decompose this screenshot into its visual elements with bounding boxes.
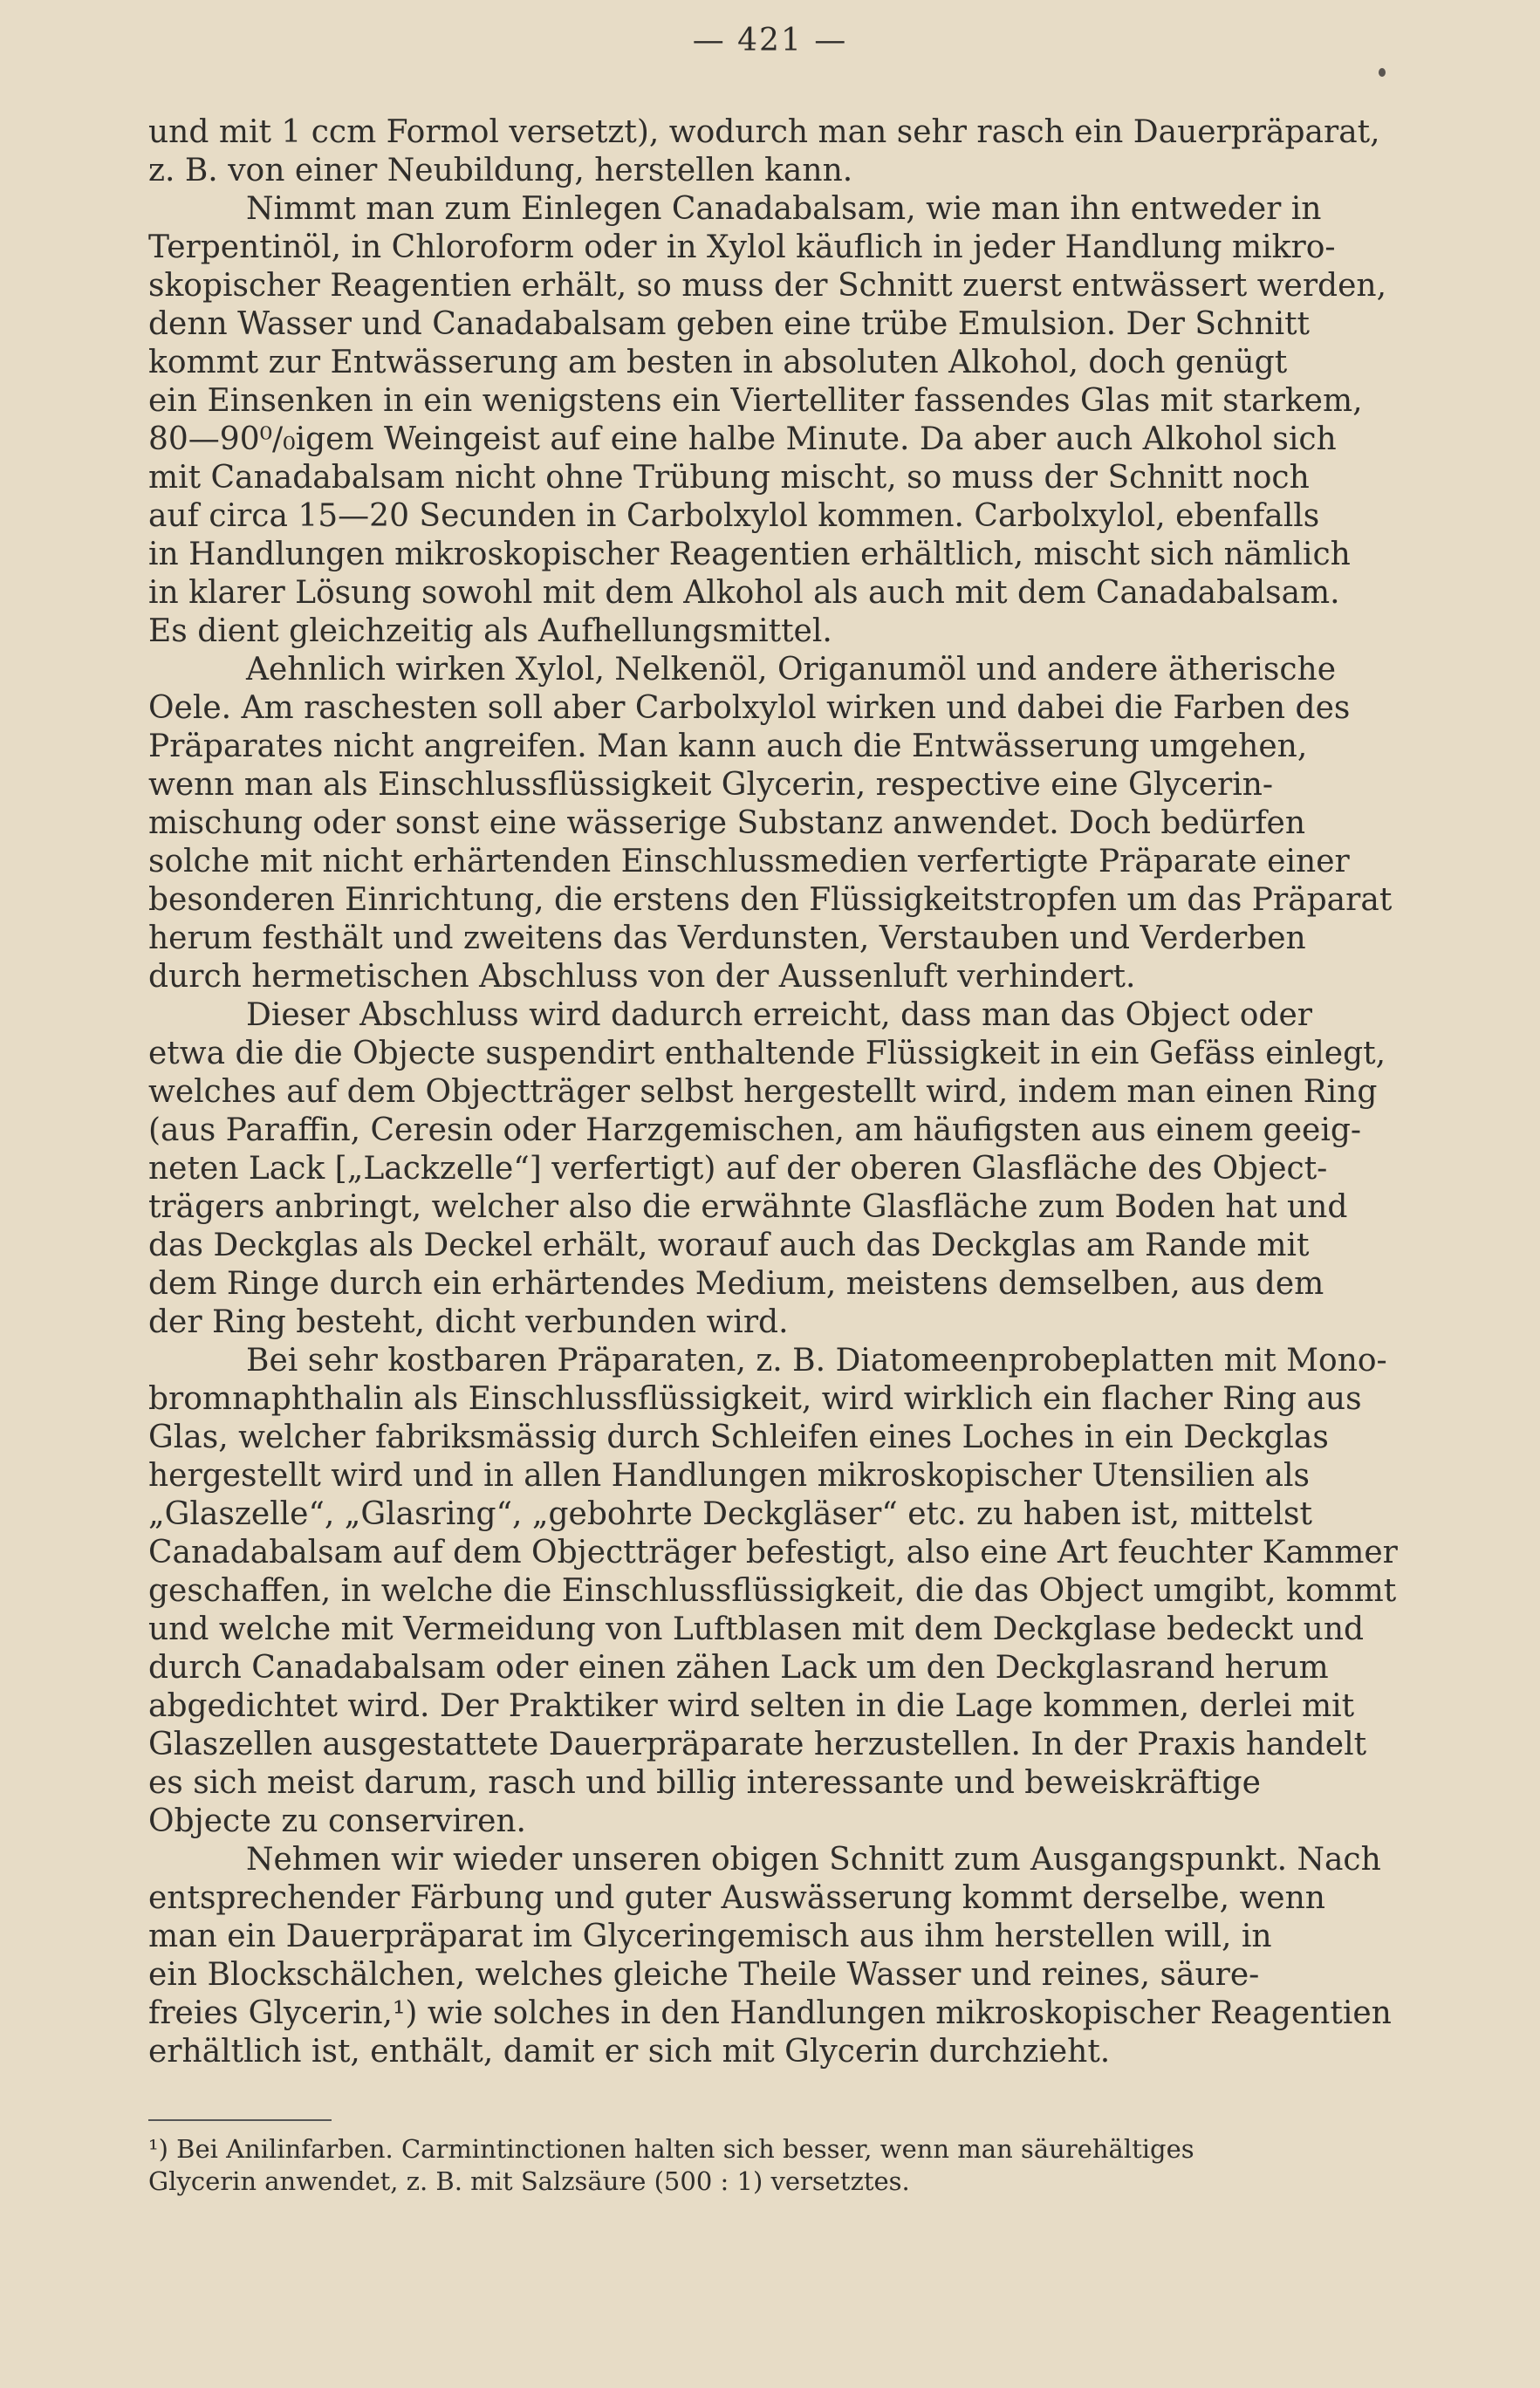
text-line: in Handlungen mikroskopischer Reagentien erhältlich, mischt sich nämlich <box>148 537 1351 572</box>
paragraph-1 <box>148 113 1435 190</box>
text-line: freies Glycerin,¹) wie solches in den Handlungen mikroskopischer Reagentien <box>148 1995 1392 2031</box>
text-line: Aehnlich wirken Xylol, Nelkenöl, Origanumöl und andere ätherische <box>246 652 1336 688</box>
text-line: es sich meist darum, rasch und billig interessante und beweiskräftige <box>148 1765 1261 1801</box>
text-line: man ein Dauerpräparat im Glyceringemisch aus ihm herstellen will, in <box>148 1919 1272 1954</box>
text-line: ein Einsenken in ein wenigstens ein Viertelliter fassendes Glas mit starkem, <box>148 383 1363 419</box>
text-line: durch hermetischen Abschluss von der Aussenluft verhindert. <box>148 959 1136 995</box>
body-text <box>148 113 1435 2071</box>
text-line: etwa die die Objecte suspendirt enthaltende Flüssigkeit in ein Gefäss einlegt, <box>148 1036 1386 1071</box>
text-line: kommt zur Entwässerung am besten in absoluten Alkohol, doch genügt <box>148 345 1288 380</box>
text-line: der Ring besteht, dicht verbunden wird. <box>148 1304 789 1340</box>
footnote-line: ¹) Bei Anilinfarben. Carmintinctionen halten sich besser, wenn man säurehältiges <box>148 2134 1194 2164</box>
footnote <box>148 2133 1435 2198</box>
text-line: skopischer Reagentien erhält, so muss der Schnitt zuerst entwässert werden, <box>148 268 1387 304</box>
text-line: in klarer Lösung sowohl mit dem Alkohol als auch mit dem Canadabalsam. <box>148 575 1340 611</box>
text-line: auf circa 15—20 Secunden in Carbolxylol kommen. Carbolxylol, ebenfalls <box>148 498 1320 534</box>
footnote-line: Glycerin anwendet, z. B. mit Salzsäure (500 : 1) versetztes. <box>148 2166 910 2196</box>
text-line: Glas, welcher fabriksmässig durch Schleifen eines Loches in ein Deckglas <box>148 1420 1329 1455</box>
text-line: wenn man als Einschlussflüssigkeit Glycerin, respective eine Glycerin- <box>148 767 1274 803</box>
text-line: trägers anbringt, welcher also die erwähnte Glasfläche zum Boden hat und <box>148 1189 1348 1225</box>
text-line: entsprechender Färbung und guter Auswässerung kommt derselbe, wenn <box>148 1880 1325 1916</box>
page-number: — 421 — <box>692 23 848 58</box>
text-line: ein Blockschälchen, welches gleiche Theile Wasser und reines, säure- <box>148 1957 1260 1993</box>
text-line: abgedichtet wird. Der Praktiker wird selten in die Lage kommen, derlei mit <box>148 1688 1355 1724</box>
text-line: Präparates nicht angreifen. Man kann auch die Entwässerung umgehen, <box>148 729 1308 764</box>
paragraph-6 <box>148 1841 1435 2071</box>
text-line: geschaffen, in welche die Einschlussflüssigkeit, die das Object umgibt, kommt <box>148 1573 1397 1609</box>
text-line: Terpentinöl, in Chloroform oder in Xylol käuflich in jeder Handlung mikro- <box>148 229 1336 265</box>
text-line: Nimmt man zum Einlegen Canadabalsam, wie man ihn entweder in <box>246 191 1322 227</box>
ink-speck <box>1379 68 1386 77</box>
text-line: „Glaszelle“, „Glasring“, „gebohrte Deckgläser“ etc. zu haben ist, mittelst <box>148 1496 1312 1532</box>
text-line: Objecte zu conserviren. <box>148 1803 527 1839</box>
text-line: 80—90⁰/₀igem Weingeist auf eine halbe Minute. Da aber auch Alkohol sich <box>148 421 1337 457</box>
text-line: Oele. Am raschesten soll aber Carbolxylol wirken und dabei die Farben des <box>148 690 1351 726</box>
paragraph-4 <box>148 996 1435 1342</box>
text-line: hergestellt wird und in allen Handlungen mikroskopischer Utensilien als <box>148 1458 1310 1494</box>
text-line: dem Ringe durch ein erhärtendes Medium, meistens demselben, aus dem <box>148 1266 1324 1302</box>
text-line: erhältlich ist, enthält, damit er sich mit Glycerin durchzieht. <box>148 2034 1111 2070</box>
text-line: neten Lack [„Lackzelle“] verfertigt) auf der oberen Glasfläche des Object- <box>148 1151 1328 1187</box>
paragraph-3 <box>148 651 1435 996</box>
text-line: Dieser Abschluss wird dadurch erreicht, dass man das Object oder <box>246 997 1312 1033</box>
text-line: durch Canadabalsam oder einen zähen Lack um den Deckglasrand herum <box>148 1650 1329 1686</box>
paragraph-5 <box>148 1342 1435 1841</box>
text-line: und mit 1 ccm Formol versetzt), wodurch man sehr rasch ein Dauerpräparat, <box>148 114 1380 150</box>
text-line: z. B. von einer Neubildung, herstellen kann. <box>148 153 853 188</box>
text-line: Canadabalsam auf dem Objectträger befestigt, also eine Art feuchter Kammer <box>148 1535 1398 1570</box>
text-line: mischung oder sonst eine wässerige Substanz anwendet. Doch bedürfen <box>148 805 1306 841</box>
text-line: bromnaphthalin als Einschlussflüssigkeit, wird wirklich ein flacher Ring aus <box>148 1381 1362 1417</box>
text-line: das Deckglas als Deckel erhält, worauf auch das Deckglas am Rande mit <box>148 1228 1310 1263</box>
text-line: solche mit nicht erhärtenden Einschlussmedien verfertigte Präparate einer <box>148 844 1350 879</box>
text-line: (aus Paraffin, Ceresin oder Harzgemischen, am häufigsten aus einem geeig- <box>148 1112 1362 1148</box>
paragraph-2 <box>148 190 1435 651</box>
text-line: Nehmen wir wieder unseren obigen Schnitt zum Ausgangspunkt. Nach <box>246 1842 1381 1878</box>
text-line: Bei sehr kostbaren Präparaten, z. B. Diatomeenprobeplatten mit Mono- <box>246 1343 1387 1379</box>
text-line: welches auf dem Objectträger selbst hergestellt wird, indem man einen Ring <box>148 1074 1378 1110</box>
text-line: denn Wasser und Canadabalsam geben eine trübe Emulsion. Der Schnitt <box>148 306 1311 342</box>
footnote-separator <box>148 2119 332 2121</box>
text-line: besonderen Einrichtung, die erstens den Flüssigkeitstropfen um das Präparat <box>148 882 1393 918</box>
text-line: herum festhält und zweitens das Verdunsten, Verstauben und Verderben <box>148 920 1306 956</box>
text-line: Es dient gleichzeitig als Aufhellungsmittel. <box>148 613 832 649</box>
text-line: Glaszellen ausgestattete Dauerpräparate herzustellen. In der Praxis handelt <box>148 1727 1367 1762</box>
text-line: und welche mit Vermeidung von Luftblasen mit dem Deckglase bedeckt und <box>148 1611 1365 1647</box>
text-line: mit Canadabalsam nicht ohne Trübung mischt, so muss der Schnitt noch <box>148 460 1310 496</box>
